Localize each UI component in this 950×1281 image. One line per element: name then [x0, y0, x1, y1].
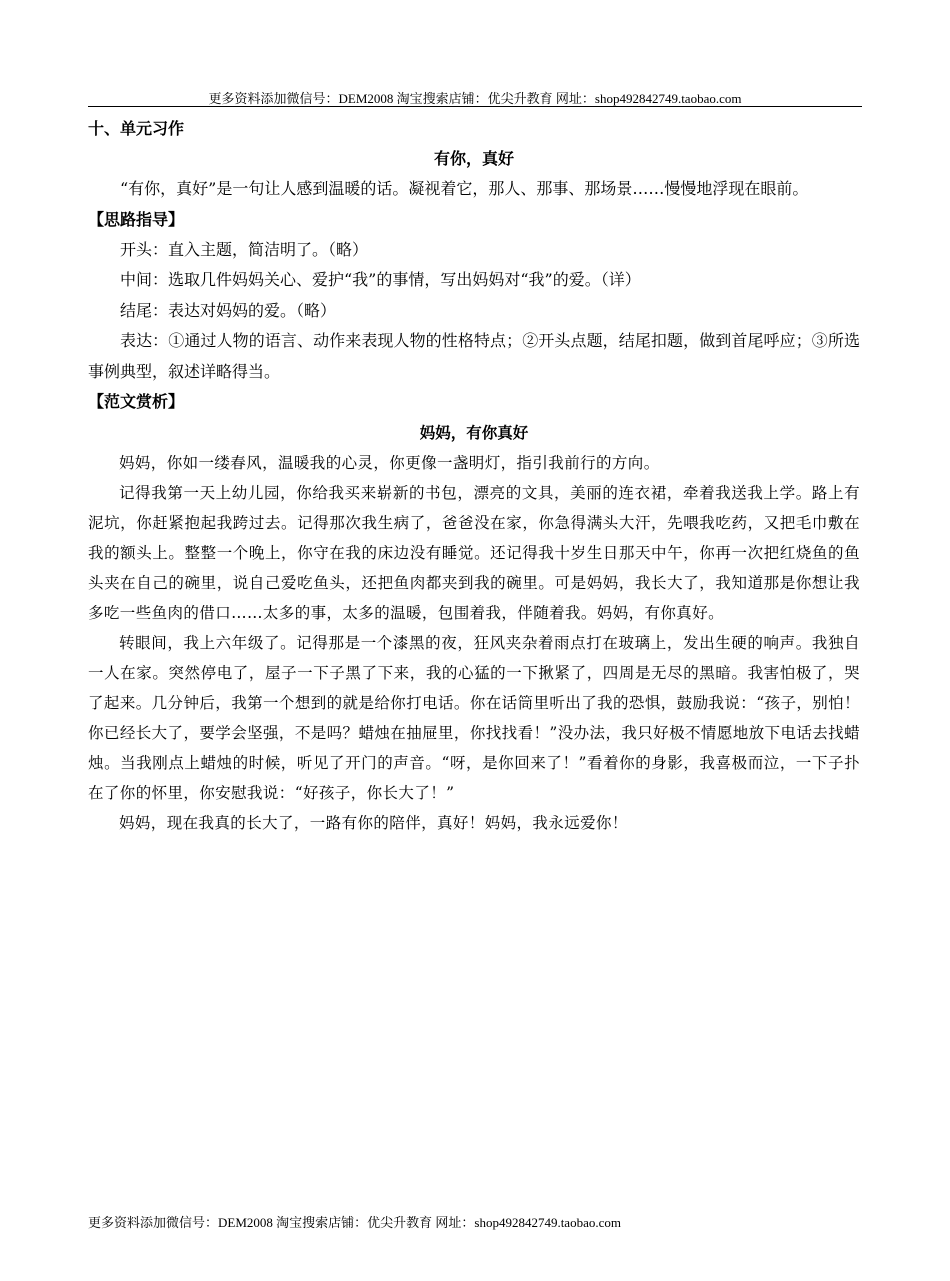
guide-heading: 【思路指导】: [88, 209, 185, 229]
topic-title: 有你，真好: [433, 149, 514, 168]
essay-paragraph: 妈妈，你如一缕春风，温暖我的心灵，你更像一盏明灯，指引我前行的方向。: [119, 454, 660, 472]
page-footer: 更多资料添加微信号：DEM2008 淘宝搜索店铺：优尖升教育 网址：shop492842749.taobao.com: [88, 1215, 621, 1230]
section-title: 十、单元习作: [88, 119, 185, 138]
essay-title: 妈妈，有你真好: [419, 423, 529, 442]
header-divider: [88, 106, 862, 107]
essay-paragraph: 妈妈，现在我真的长大了，一路有你的陪伴，真好！妈妈，我永远爱你！: [119, 814, 628, 832]
guide-line: 结尾：表达对妈妈的爱。（略）: [120, 300, 337, 320]
essay-paragraph: 转眼间，我上六年级了。记得那是一个漆黑的夜，狂风夹杂着雨点打在玻璃上，发出生硬的响声。我独自一人在家。突然停电了，屋子一下子黑了下来，我的心猛的一下揪紧了，四周是无尽的黑暗。我害怕极了，哭了起来。几分钟后，我第一个想到的就是给你打电话。你在话筒里听出了我的恐惧，鼓励我说：“孩子，别怕！你已经长大了，要学会坚强，不是吗？蜡烛在抽屉里，你找找看！”没办法，我只好极不情愿地放下电话去找蜡烛。当我刚点上蜡烛的时候，听见了开门的声音。“呀，是你回来了！”看着你的身影，我喜极而泣，一下子扑在了你的怀里，你安慰我说：“好孩子，你长大了！”: [88, 634, 860, 802]
topic-prompt: “有你，真好”是一句让人感到温暖的话。凝视着它，那人、那事、那场景……慢慢地浮现在眼前。: [120, 179, 809, 198]
guide-line: 开头：直入主题，简洁明了。（略）: [120, 239, 369, 259]
sample-heading: 【范文赏析】: [88, 392, 185, 411]
page-content: [88, 114, 860, 838]
essay-paragraph: 记得我第一天上幼儿园，你给我买来崭新的书包，漂亮的文具，美丽的连衣裙，牵着我送我上学。路上有泥坑，你赶紧抱起我跨过去。记得那次我生病了，爸爸没在家，你急得满头大汗，先喂我吃药，又把毛巾敷在我的额头上。整整一个晚上，你守在我的床边没有睡觉。还记得我十岁生日那天中午，你再一次把红烧鱼的鱼头夹在自己的碗里，说自己爱吃鱼头，还把鱼肉都夹到我的碗里。可是妈妈，我长大了，我知道那是你想让我多吃一些鱼肉的借口……太多的事，太多的温暖，包围着我，伴随着我。妈妈，有你真好。: [88, 484, 860, 622]
guide-line: 中间：选取几件妈妈关心、爱护“我”的事情，写出妈妈对“我”的爱。（详）: [120, 270, 641, 289]
guide-line: 表达：①通过人物的语言、动作来表现人物的性格特点；②开头点题，结尾扣题，做到首尾呼应；③所选事例典型，叙述详略得当。: [88, 331, 860, 381]
page-header: 更多资料添加微信号：DEM2008 淘宝搜索店铺：优尖升教育 网址：shop492842749.taobao.com: [208, 91, 742, 106]
